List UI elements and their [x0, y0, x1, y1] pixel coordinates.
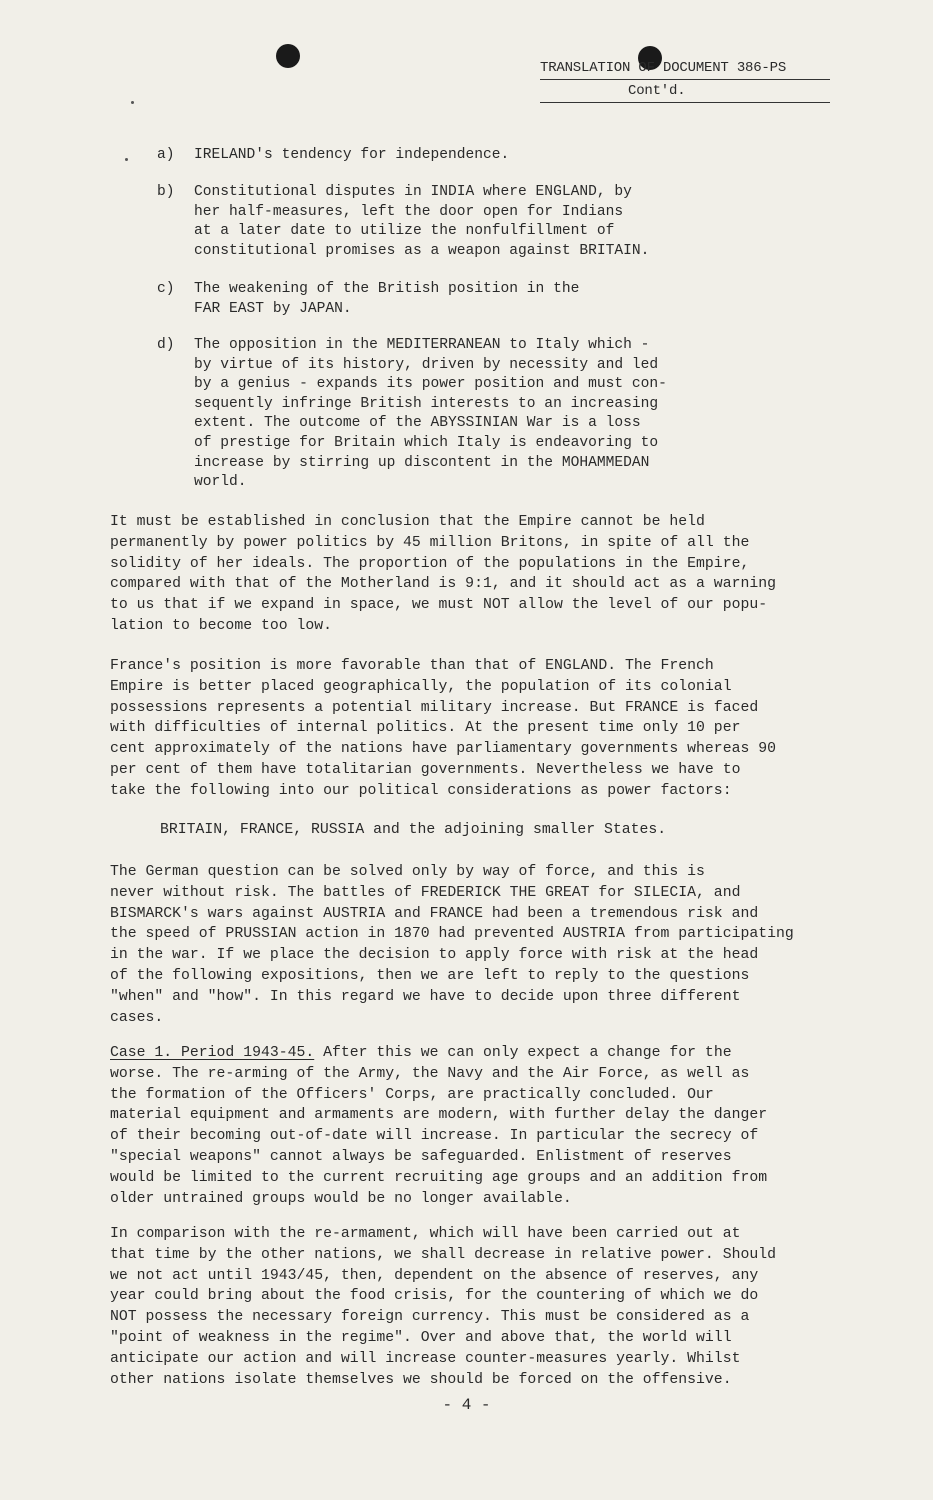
list-marker: d) [157, 337, 175, 353]
paragraph-france: France's position is more favorable than that of ENGLAND. The French Empire is better placed geographically, the population of its colonial possessions represents a potential military increase. But FRANCE is faced with difficulties of internal politics. At the present time only 10 per cent approximately of the nations have parliamentary governments whereas 90 per cent of them have totalitarian governments. Nevertheless we have to take the following into our political considerations as power factors: [110, 658, 776, 799]
case-1-text: After this we can only expect a change for the worse. The re-arming of the Army, the Navy and the Air Force, as well as the formation of the Officers' Corps, are practically concluded. Our material equipment and armaments are modern, with further delay the danger of their becoming out-of-date will increase. In particular the secrecy of "special weapons" cannot always be safeguarded. Enlistment of reserves would be limited to the current recruiting age groups and an addition from older untrained groups would be no longer available. [110, 1045, 768, 1207]
list-text: The opposition in the MEDITERRANEAN to Italy which - by virtue of its history, driven by necessity and led by a genius - expands its power position and must con- sequently infringe British interests to an increasing extent. The outcome of the ABYSSINIAN War is a loss of prestige for Britain which Italy is endeavoring to increase by stirring up discontent in the MOHAMMEDAN world. [194, 337, 667, 491]
ink-speck [125, 158, 128, 161]
list-text: IRELAND's tendency for independence. [194, 147, 510, 163]
list-text: Constitutional disputes in INDIA where ENGLAND, by her half-measures, left the door open for Indians at a later date to utilize the nonfulfillment of constitutional promises as a weapon against BRITAIN. [194, 184, 650, 259]
punch-hole-left [276, 44, 300, 68]
case-1-heading: Case 1. Period 1943-45. [110, 1045, 315, 1061]
list-marker: a) [157, 147, 175, 163]
ink-speck [131, 101, 134, 104]
header-title: TRANSLATION OF DOCUMENT 386-PS [540, 58, 830, 80]
list-marker: b) [157, 184, 175, 200]
paragraph-case-1 [110, 1043, 870, 1209]
paragraph-empire: It must be established in conclusion that the Empire cannot be held permanently by power politics by 45 million Britons, in spite of all the solidity of her ideals. The proportion of the populations in the Empire, compared with that of the Motherland is 9:1, and it should act as a warning to us that if we expand in space, we must NOT allow the level of our popu- lation to become too low. [110, 514, 776, 634]
list-item-a [157, 146, 714, 166]
paragraph-rearmament: In comparison with the re-armament, which will have been carried out at that time by the other nations, we shall decrease in relative power. Should we not act until 1943/45, then, dependent on the absence of reserves, any year could bring about the food crisis, for the countering of which we do NOT possess the necessary foreign currency. This must be considered as a "point of weakness in the regime". Over and above that, the world will anticipate our action and will increase counter-measures yearly. Whilst other nations isolate themselves we should be forced on the offensive. [110, 1226, 776, 1388]
list-item-d [157, 336, 714, 493]
paragraph-german-question: The German question can be solved only by way of force, and this is never without risk. The battles of FREDERICK THE GREAT for SILECIA, and BISMARCK's wars against AUSTRIA and FRANCE had been a tremendous risk and the speed of PRUSSIAN action in 1870 had prevented AUSTRIA from participating in the war. If we place the decision to apply force with risk at the head of the following expositions, then we are left to reply to the questions "when" and "how". In this regard we have to decide upon three different cases. [110, 864, 794, 1026]
page-number: - 4 - [442, 1396, 491, 1414]
list-marker: c) [157, 281, 175, 297]
header-continued: Cont'd. [540, 81, 830, 103]
paragraph-power-factors: BRITAIN, FRANCE, RUSSIA and the adjoining smaller States. [160, 822, 667, 838]
list-text: The weakening of the British position in the FAR EAST by JAPAN. [194, 281, 580, 317]
list-item-b [157, 183, 714, 261]
list-item-c [157, 280, 714, 319]
document-header [540, 58, 830, 103]
